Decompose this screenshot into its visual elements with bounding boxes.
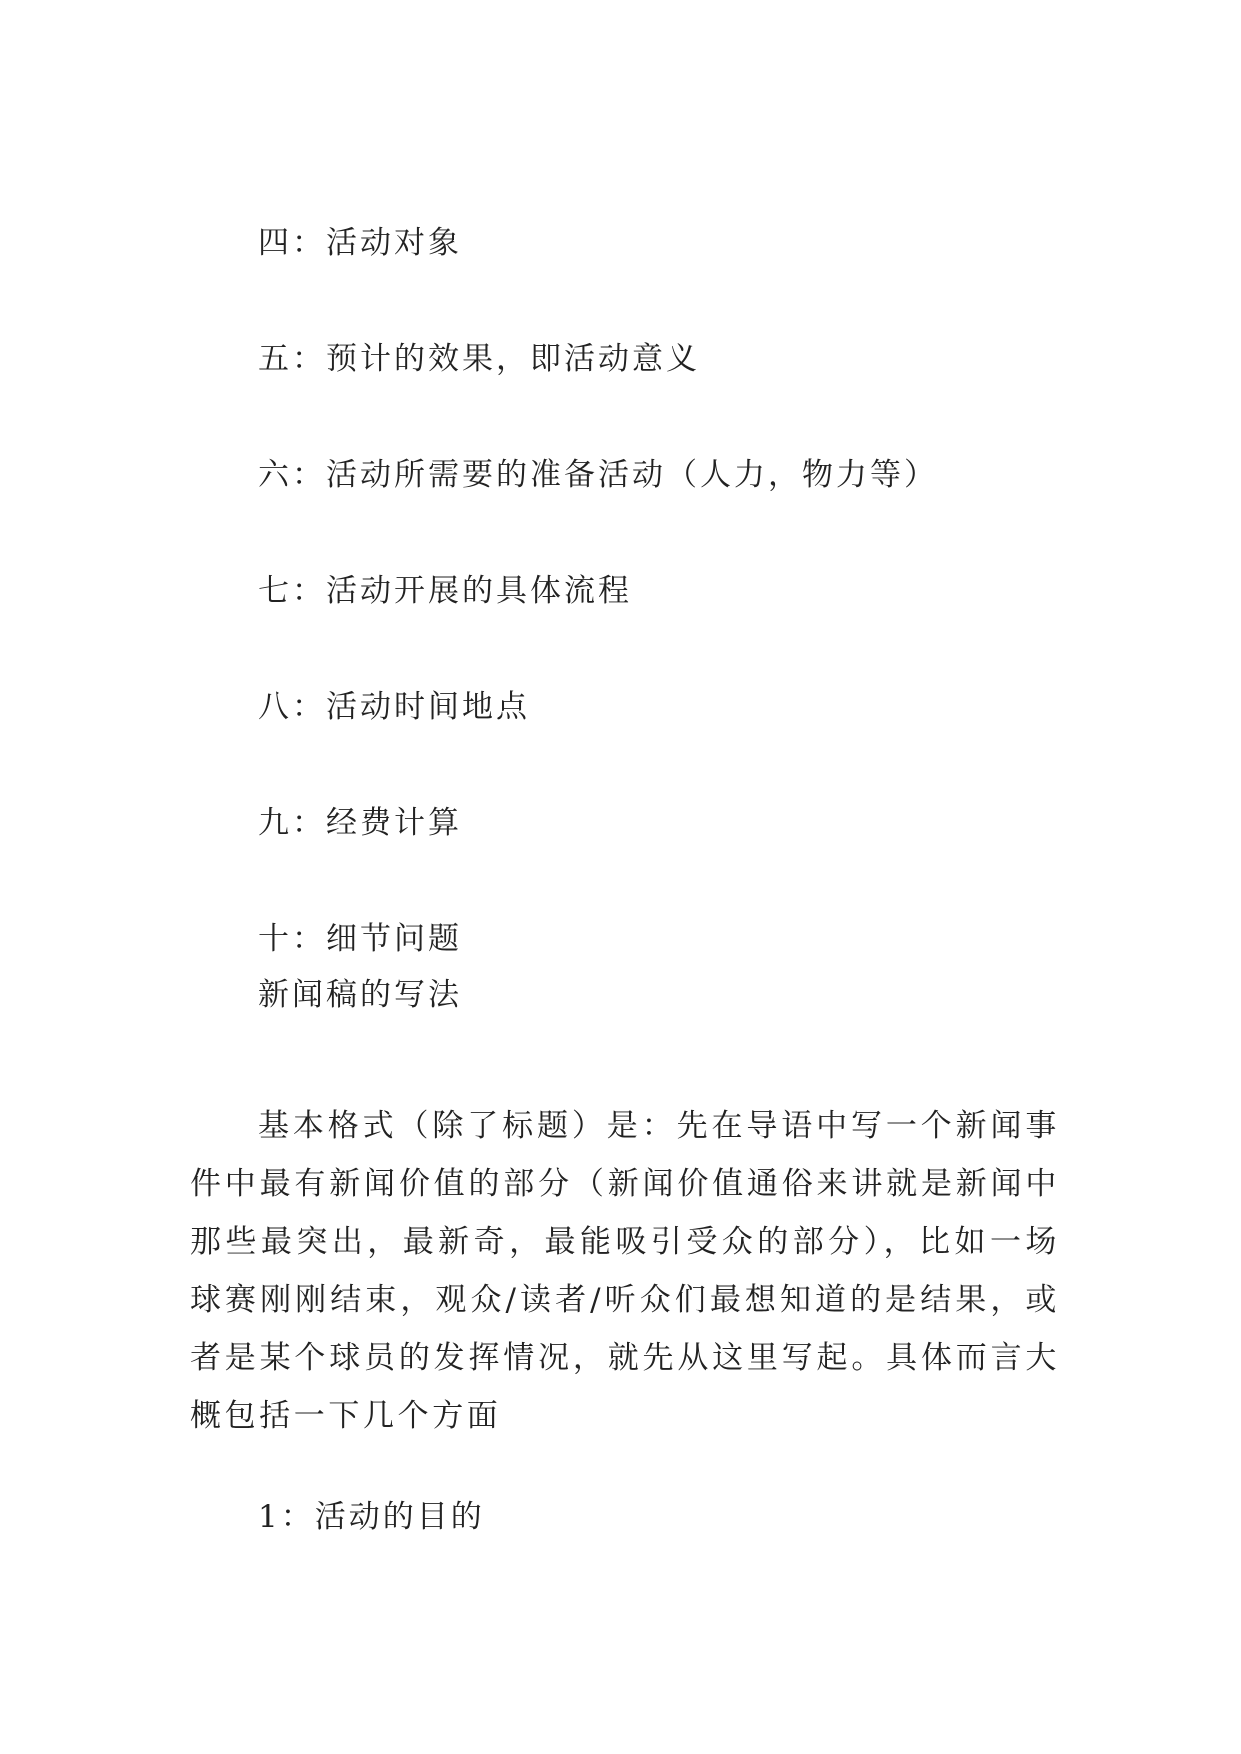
list-item-1: 1：活动的目的: [258, 1499, 485, 1535]
outline-item-10: 十：细节问题: [258, 921, 462, 957]
outline-item-8: 八：活动时间地点: [258, 689, 530, 725]
outline-item-7: 七：活动开展的具体流程: [258, 573, 632, 609]
body-paragraph: 基本格式（除了标题）是：先在导语中写一个新闻事件中最有新闻价值的部分（新闻价值通俗来讲就是新闻中那些最突出，最新奇，最能吸引受众的部分），比如一场球赛刚刚结束，观众/读者/听众们最想知道的是结果，或者是某个球员的发挥情况，就先从这里写起。具体而言大概包括一下几个方面: [190, 1108, 1060, 1434]
outline-item-4: 四：活动对象: [258, 225, 462, 261]
outline-item-9: 九：经费计算: [258, 805, 462, 841]
outline-item-5: 五：预计的效果，即活动意义: [258, 341, 700, 377]
outline-item-6: 六：活动所需要的准备活动（人力，物力等）: [258, 457, 938, 493]
section-title: 新闻稿的写法: [258, 977, 462, 1013]
